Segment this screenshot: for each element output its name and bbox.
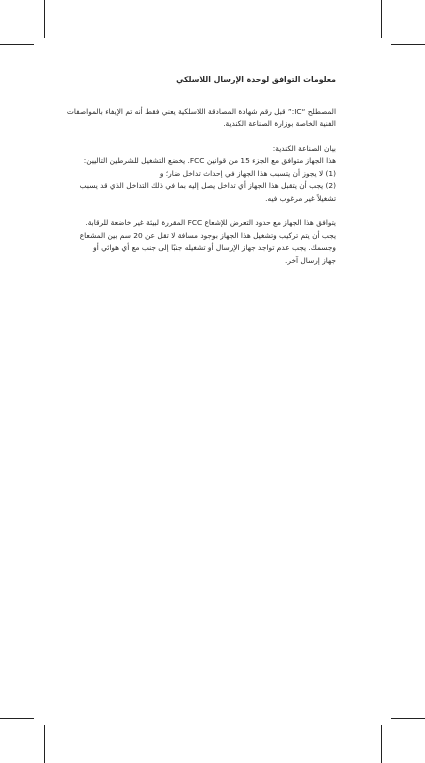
statement-condition-2: (2) يجب أن يتقبل هذا الجهاز أي تداخل يصل إليه بما في ذلك التداخل الذي قد يسبب [79,181,336,190]
paragraph-industry-canada-statement [78,143,336,206]
crop-mark-bottom-right-horizontal [391,718,425,719]
crop-mark-top-right-horizontal [391,44,425,45]
paragraph-ic-line-2: الفنية الخاصة بوزارة الصناعة الكندية. [223,119,336,128]
crop-mark-bottom-right-vertical [381,725,382,763]
statement-heading: بيان الصناعة الكندية: [272,143,336,153]
crop-mark-top-left-vertical [44,0,45,38]
paragraph-rf-exposure [78,217,336,267]
document-title: معلومات التوافق لوحدة الإرسال اللاسلكي [176,75,336,84]
statement-line-1: هذا الجهاز متوافق مع الجزء 15 من قوانين FCC. يخضع التشغيل للشرطين التاليين: [83,156,336,165]
crop-mark-top-right-vertical [381,0,382,38]
crop-mark-bottom-left-horizontal [0,718,34,719]
statement-condition-2-cont: تشغيلاً غير مرغوب فيه. [265,193,336,203]
paragraph-ic-line-1: المصطلح “IC:” قبل رقم شهادة المصادقة اللاسلكية يعني فقط أنه تم الإيفاء بالمواصفات [66,106,336,116]
rf-line-1: يتوافق هذا الجهاز مع حدود التعرض للإشعاع FCC المقررة لبيئة غير خاضعة للرقابة. [85,218,336,227]
document-body [66,74,336,279]
crop-mark-bottom-left-vertical [44,725,45,763]
paragraph-ic-certification [66,106,336,131]
crop-mark-top-left-horizontal [0,44,34,45]
rf-line-3: وجسمك. يجب عدم تواجد جهاز الإرسال أو تشغيله جنبًا إلى جنب مع أي هوائي أو [93,243,336,252]
rf-line-4: جهاز إرسال آخر. [285,255,336,265]
statement-condition-1: (1) لا يجوز أن يتسبب هذا الجهاز في إحداث تداخل ضار؛ و [159,168,336,178]
rf-line-2: يجب أن يتم تركيب وتشغيل هذا الجهاز بوجود مسافة لا تقل عن 20 سم بين المشعاع [79,230,336,240]
